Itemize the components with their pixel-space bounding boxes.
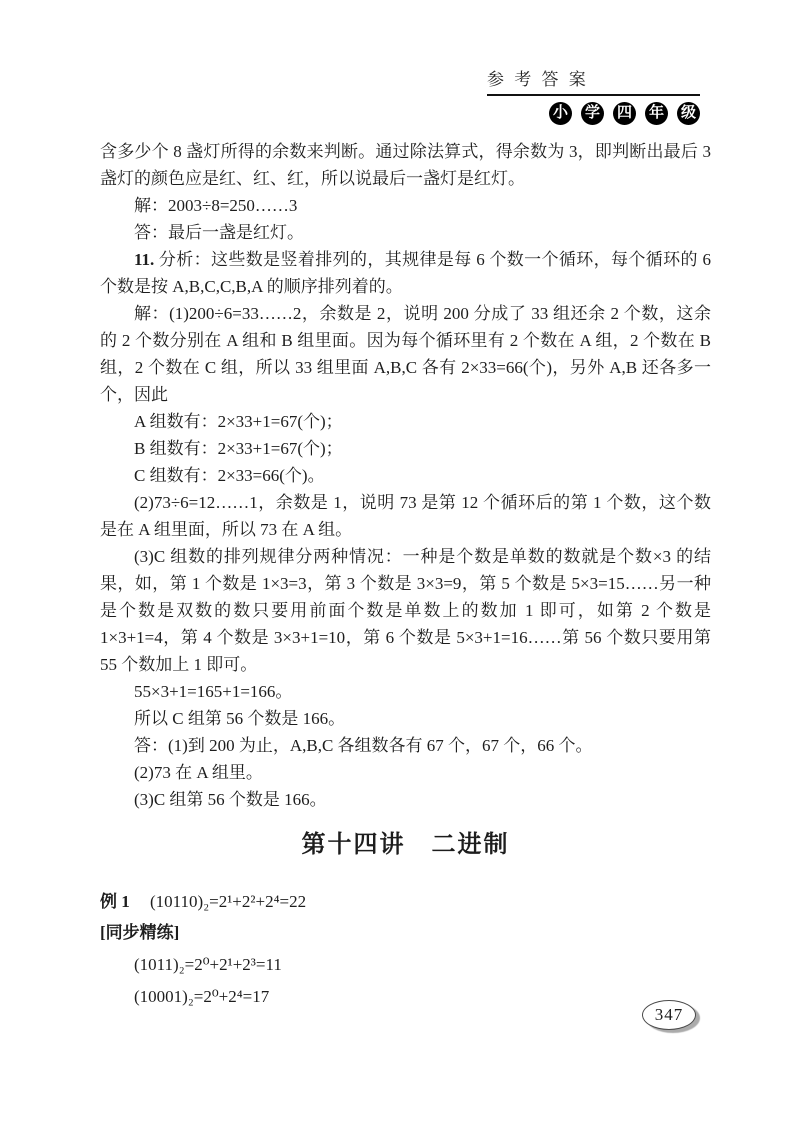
paragraph: 解：(1)200÷6=33……2，余数是 2，说明 200 分成了 33 组还余 2 个数，这余的 2 个数分别在 A 组和 B 组里面。因为每个循环里有 2 个数在 A 组，2 个数在 B 组，2 个数在 C 组，所以 33 组里面 A,B,C 各有 2×33=66(个)，另外 A,B 还各多一个，因此 [100,304,711,404]
example-row [100,887,711,917]
paragraph: 55×3+1=165+1=166。 [134,682,293,701]
page-number-badge [642,1000,696,1030]
page-number: 347 [654,1005,684,1024]
grade-badge: 级 [677,102,700,125]
paragraph: 11. 分析：这些数是竖着排列的，其规律是每 6 个数一个循环，每个循环的 6 个数是按 A,B,C,C,B,A 的顺序排列着的。 [100,250,711,296]
paragraph: 答：(1)到 200 为止，A,B,C 各组数各有 67 个，67 个，66 个。 [134,736,593,755]
paragraph: 解：2003÷8=250……3 [134,196,298,215]
running-head-rule [487,94,700,96]
paragraph: 含多少个 8 盏灯所得的余数来判断。通过除法算式，得余数为 3，即判断出最后 3 盏灯的颜色应是红、红、红，所以说最后一盏灯是红灯。 [100,142,711,188]
lecture-title: 第十四讲 二进制 [301,832,510,858]
paragraph: A 组数有：2×33+1=67(个)； [134,412,343,431]
grade-badge: 小 [549,102,572,125]
example-label: 例 1 [100,892,130,911]
running-head-title: 参 考 答 案 [487,70,589,89]
grade-badge-row [487,102,700,125]
paragraph: (2)73 在 A 组里。 [134,763,263,782]
paragraph: (3)C 组第 56 个数是 166。 [134,790,327,809]
running-head [487,68,700,125]
paragraph-number: 11. [134,250,155,269]
practice-formula-list [100,949,711,1013]
paragraph-list [100,138,711,813]
paragraph: (3)C 组数的排列规律分两种情况：一种是个数是单数的数就是个数×3 的结果，如，第 1 个数是 1×3=3，第 3 个数是 3×3=9，第 5 个数是 5×3=15……另一种是个数是双数的数只要用前面个数是单数上的数加 1 即可，如第 2 个数是 1×3+1=4，第 4 个数是 3×3+1=10，第 6 个数是 5×3+1=16……第 56 个数只要用第 55 个数加上 1 即可。 [100,547,711,674]
paragraph: B 组数有：2×33+1=67(个)； [134,439,343,458]
paragraph: 所以 C 组第 56 个数是 166。 [134,709,346,728]
answer-text [100,138,711,1013]
practice-label: [同步精练] [100,923,180,942]
grade-badge: 年 [645,102,668,125]
grade-badge: 学 [581,102,604,125]
grade-badge: 四 [613,102,636,125]
paragraph: (2)73÷6=12……1，余数是 1，说明 73 是第 12 个循环后的第 1 个数，这个数是在 A 组里面，所以 73 在 A 组。 [100,493,711,539]
practice-formula: (1011)₂=2⁰+2¹+2³=11 [134,955,282,974]
paragraph: C 组数有：2×33=66(个)。 [134,466,325,485]
practice-formula: (10001)₂=2⁰+2⁴=17 [134,987,270,1006]
example-formula: (10110)₂=2¹+2²+2⁴=22 [150,892,307,911]
paragraph: 答：最后一盏是红灯。 [134,223,304,242]
